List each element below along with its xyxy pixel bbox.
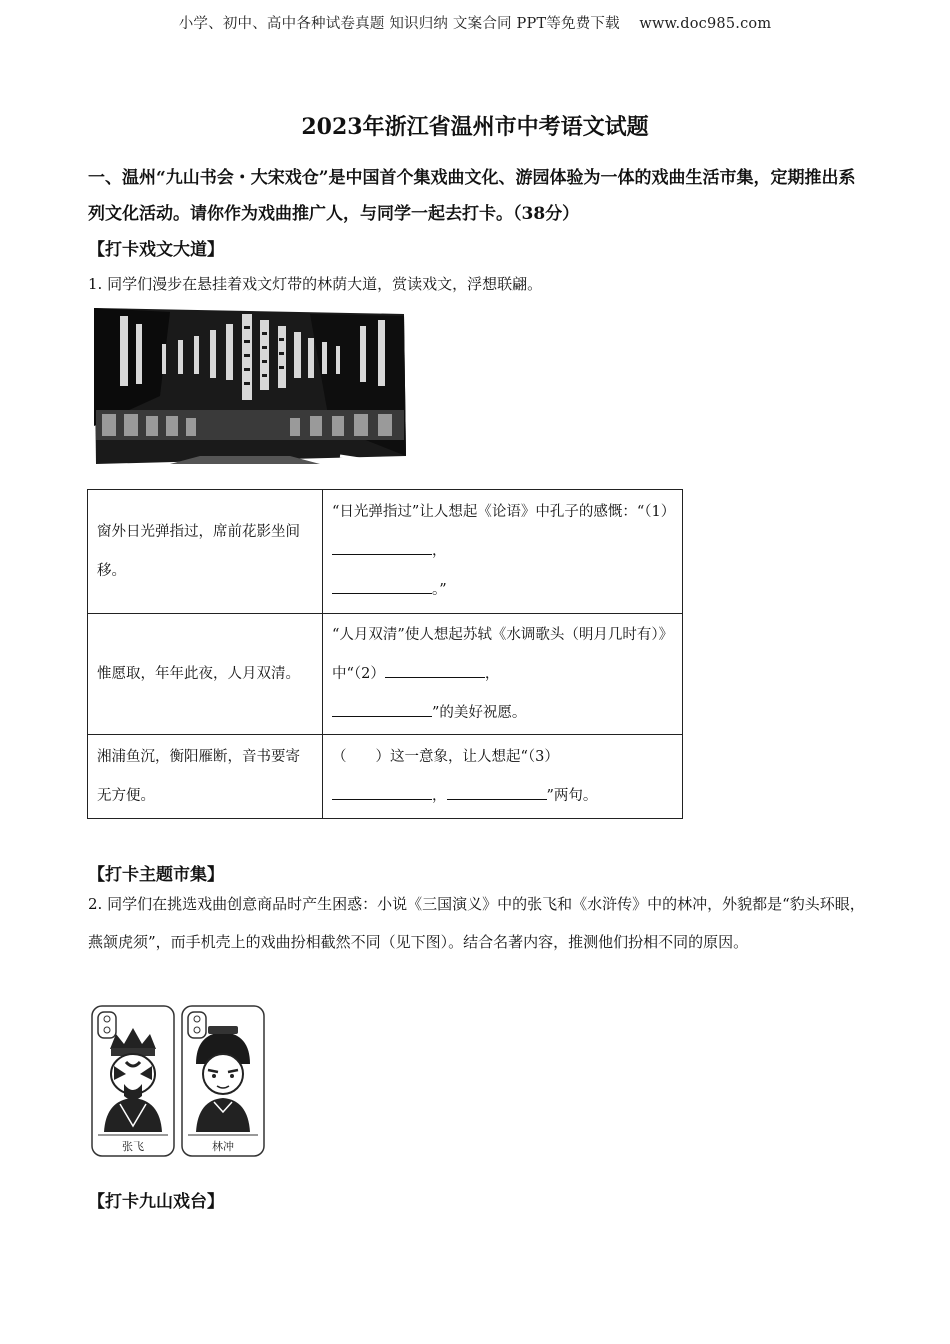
- label-linchong: 林冲: [212, 1140, 234, 1153]
- street-lantern-photo: [90, 306, 408, 466]
- answer-blank[interactable]: [332, 579, 432, 594]
- cell-text: ”的美好祝愿。: [432, 704, 527, 721]
- label-zhangfei: 张飞: [122, 1140, 144, 1153]
- cell-text: “日光弹指过”让人想起《论语》中孔子的感慨：“（1）: [332, 504, 676, 520]
- table-row: [88, 490, 683, 614]
- cell-text: 。”: [432, 582, 447, 598]
- phone-case-zhangfei: [92, 1006, 174, 1156]
- section-heading-2: 【打卡主题市集】: [88, 865, 224, 885]
- section-heading-1: 【打卡戏文大道】: [88, 240, 224, 260]
- cell-text: “人月双清”使人想起苏轼《水调歌头（明月几时有）》中“（2）: [332, 626, 666, 682]
- answer-blank[interactable]: [385, 663, 485, 678]
- answer-blank[interactable]: [332, 785, 432, 800]
- table-row: [88, 735, 683, 819]
- page-title: 2023年浙江省温州市中考语文试题: [301, 114, 649, 140]
- table-row: [88, 614, 683, 735]
- cell-text: ，: [484, 665, 500, 682]
- table-cell-left: 窗外日光弹指过，席前花影坐间移。: [88, 490, 323, 614]
- question-2: 2. 同学们在挑选戏曲创意商品时产生困惑：小说《三国演义》中的张飞和《水浒传》中的林冲，外貌都是“豹头环眼，燕颔虎须”，而手机壳上的戏曲扮相截然不同（见下图）。结合名著内容，推测他们扮相不同的原因。: [88, 895, 865, 951]
- table-cell-left: 湘浦鱼沉，衡阳雁断，音书要寄无方便。: [88, 735, 323, 819]
- cell-text: ，: [432, 543, 447, 559]
- table-cell-right: [323, 614, 683, 735]
- poem-table: [87, 489, 683, 819]
- table-cell-left: 惟愿取，年年此夜，人月双清。: [88, 614, 323, 735]
- answer-blank[interactable]: [447, 785, 547, 800]
- answer-blank[interactable]: [332, 702, 432, 717]
- cell-text: ，: [432, 787, 447, 804]
- phone-case-linchong: [182, 1006, 264, 1156]
- page-header: 小学、初中、高中各种试卷真题 知识归纳 文案合同 PPT等免费下载 www.doc985.com: [178, 16, 772, 32]
- question-1: 1. 同学们漫步在悬挂着戏文灯带的林荫大道，赏读戏文，浮想联翩。: [88, 275, 543, 293]
- cell-text: （ ）这一意象，让人想起“（3）: [332, 748, 559, 765]
- table-cell-right: [323, 735, 683, 819]
- phone-case-illustration: [90, 1004, 270, 1158]
- answer-blank[interactable]: [332, 540, 432, 555]
- table-cell-right: [323, 490, 683, 614]
- section-heading-3: 【打卡九山戏台】: [88, 1192, 224, 1212]
- section-intro: 一、温州“九山书会・大宋戏仓”是中国首个集戏曲文化、游园体验为一体的戏曲生活市集，定期推出系列文化活动。请你作为戏曲推广人，与同学一起去打卡。（38分）: [88, 168, 856, 224]
- cell-text: ”两句。: [546, 787, 598, 804]
